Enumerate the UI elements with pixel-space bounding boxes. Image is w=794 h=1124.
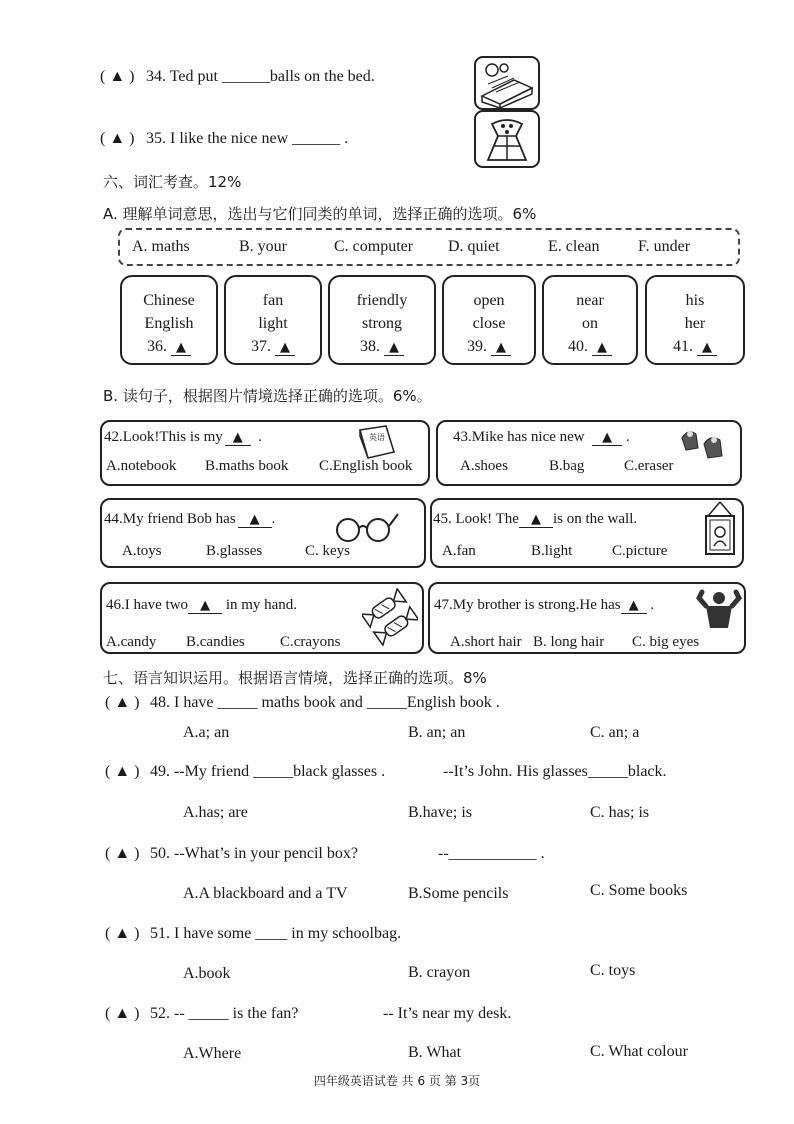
- question-box-45: [430, 498, 744, 568]
- word: fan: [262, 292, 284, 309]
- q49-option-c[interactable]: C. has; is: [590, 804, 650, 821]
- word: friendly: [356, 292, 408, 309]
- q47-option-c[interactable]: C. big eyes: [632, 634, 700, 650]
- section6-title: 六、词汇考查。12%: [103, 173, 242, 191]
- strong-man-picture: [696, 588, 742, 630]
- q47-option-a[interactable]: A.short hair: [450, 634, 522, 650]
- q48-option-c[interactable]: C. an; a: [590, 724, 640, 741]
- q34-text: 34. Ted put ______balls on the bed.: [146, 68, 375, 85]
- option-d: D. quiet: [448, 238, 500, 255]
- q50-response: --___________ .: [438, 845, 545, 862]
- q43-text: 43.Mike has nice new ▲ .: [453, 429, 630, 445]
- q51-option-a[interactable]: A.book: [183, 965, 231, 982]
- q45-option-c[interactable]: C.picture: [612, 543, 668, 559]
- q43-option-b[interactable]: B.bag: [549, 458, 585, 474]
- q52-option-c[interactable]: C. What colour: [590, 1043, 688, 1060]
- q52-option-b[interactable]: B. What: [408, 1044, 462, 1061]
- bed-picture: [474, 56, 540, 110]
- q51-text: 51. I have some ____ in my schoolbag.: [150, 925, 402, 942]
- answer-blank-38[interactable]: 38. ▲: [330, 335, 434, 359]
- q44-option-c[interactable]: C. keys: [305, 543, 350, 559]
- word: open: [473, 292, 505, 309]
- word: his: [685, 292, 705, 309]
- section7-title: 七、语言知识运用。根据语言情境，选择正确的选项。8%: [103, 669, 487, 687]
- word: English: [144, 315, 194, 332]
- q48-option-b[interactable]: B. an; an: [408, 724, 466, 741]
- word: light: [258, 315, 288, 332]
- option-b: B. your: [239, 238, 287, 255]
- word-group-41: [645, 275, 745, 365]
- answer-blank-36[interactable]: 36. ▲: [122, 335, 216, 359]
- q50-paren[interactable]: ( ▲ ): [105, 845, 140, 862]
- q43-option-c[interactable]: C.eraser: [624, 458, 674, 474]
- q44-option-a[interactable]: A.toys: [122, 543, 162, 559]
- q46-option-c[interactable]: C.crayons: [280, 634, 341, 650]
- q48-text: 48. I have _____ maths book and _____English book .: [150, 694, 500, 711]
- q45-option-b[interactable]: B.light: [531, 543, 573, 559]
- q44-text: 44.My friend Bob has ▲ .: [104, 511, 276, 527]
- option-e: E. clean: [548, 238, 600, 255]
- answer-blank-40[interactable]: 40. ▲: [544, 335, 636, 359]
- book-picture: [356, 424, 398, 460]
- candies-picture: [362, 588, 418, 646]
- q47-option-b[interactable]: B. long hair: [533, 634, 605, 650]
- word-group-38: [328, 275, 436, 365]
- q48-option-a[interactable]: A.a; an: [183, 724, 230, 741]
- q42-option-c[interactable]: C.English book: [319, 458, 413, 474]
- q42-option-a[interactable]: A.notebook: [106, 458, 177, 474]
- partB-title: B. 读句子，根据图片情境选择正确的选项。6%。: [103, 387, 432, 405]
- q50-option-b[interactable]: B.Some pencils: [408, 885, 509, 902]
- q52-response: -- It’s near my desk.: [383, 1005, 512, 1022]
- q42-text: 42.Look!This is my ▲ .: [104, 429, 262, 445]
- word-group-39: [442, 275, 536, 365]
- q50-text: 50. --What’s in your pencil box?: [150, 845, 358, 862]
- dress-picture: [474, 110, 540, 168]
- page-footer: 四年级英语试卷 共 6 页 第 3页: [313, 1074, 481, 1088]
- q49-response: --It’s John. His glasses_____black.: [443, 763, 667, 780]
- word: on: [582, 315, 598, 332]
- q46-option-b[interactable]: B.candies: [186, 634, 245, 650]
- q51-option-c[interactable]: C. toys: [590, 962, 636, 979]
- q34-paren[interactable]: ( ▲ ): [100, 68, 135, 85]
- q52-option-a[interactable]: A.Where: [183, 1045, 242, 1062]
- word: close: [472, 315, 506, 332]
- answer-blank-39[interactable]: 39. ▲: [444, 335, 534, 359]
- word: Chinese: [143, 292, 195, 309]
- answer-blank-41[interactable]: 41. ▲: [647, 335, 743, 359]
- word: her: [684, 315, 706, 332]
- q35-text: 35. I like the nice new ______ .: [146, 130, 349, 147]
- option-f: F. under: [638, 238, 691, 255]
- q50-option-a[interactable]: A.A blackboard and a TV: [183, 885, 348, 902]
- word: near: [576, 292, 604, 309]
- word: strong: [362, 315, 402, 332]
- q52-paren[interactable]: ( ▲ ): [105, 1005, 140, 1022]
- q45-text: 45. Look! The ▲ is on the wall.: [433, 511, 638, 527]
- word-group-40: [542, 275, 638, 365]
- word-group-36: [120, 275, 218, 365]
- q49-paren[interactable]: ( ▲ ): [105, 763, 140, 780]
- q51-paren[interactable]: ( ▲ ): [105, 925, 140, 942]
- q49-option-a[interactable]: A.has; are: [183, 804, 248, 821]
- answer-blank-37[interactable]: 37. ▲: [226, 335, 320, 359]
- q44-option-b[interactable]: B.glasses: [206, 543, 263, 559]
- q35-paren[interactable]: ( ▲ ): [100, 130, 135, 147]
- partA-title: A. 理解单词意思，选出与它们同类的单词，选择正确的选项。6%: [103, 205, 537, 223]
- q46-option-a[interactable]: A.candy: [106, 634, 157, 650]
- q51-option-b[interactable]: B. crayon: [408, 964, 471, 981]
- word-group-37: [224, 275, 322, 365]
- q45-option-a[interactable]: A.fan: [442, 543, 476, 559]
- q49-option-b[interactable]: B.have; is: [408, 804, 472, 821]
- q43-option-a[interactable]: A.shoes: [460, 458, 508, 474]
- book-label: 英语: [369, 433, 385, 442]
- picture-frame-picture: [702, 500, 738, 558]
- q49-text: 49. --My friend _____black glasses .: [150, 763, 386, 780]
- q50-option-c[interactable]: C. Some books: [590, 882, 688, 899]
- option-a: A. maths: [132, 238, 190, 255]
- shoes-picture: [678, 424, 728, 464]
- q46-text: 46.I have two ▲ in my hand.: [106, 597, 298, 613]
- option-c: C. computer: [334, 238, 414, 255]
- glasses-picture: [330, 508, 400, 544]
- q52-text: 52. -- _____ is the fan?: [150, 1005, 299, 1022]
- q42-option-b[interactable]: B.maths book: [205, 458, 289, 474]
- q48-paren[interactable]: ( ▲ ): [105, 694, 140, 711]
- q47-text: 47.My brother is strong.He has ▲ .: [434, 597, 655, 613]
